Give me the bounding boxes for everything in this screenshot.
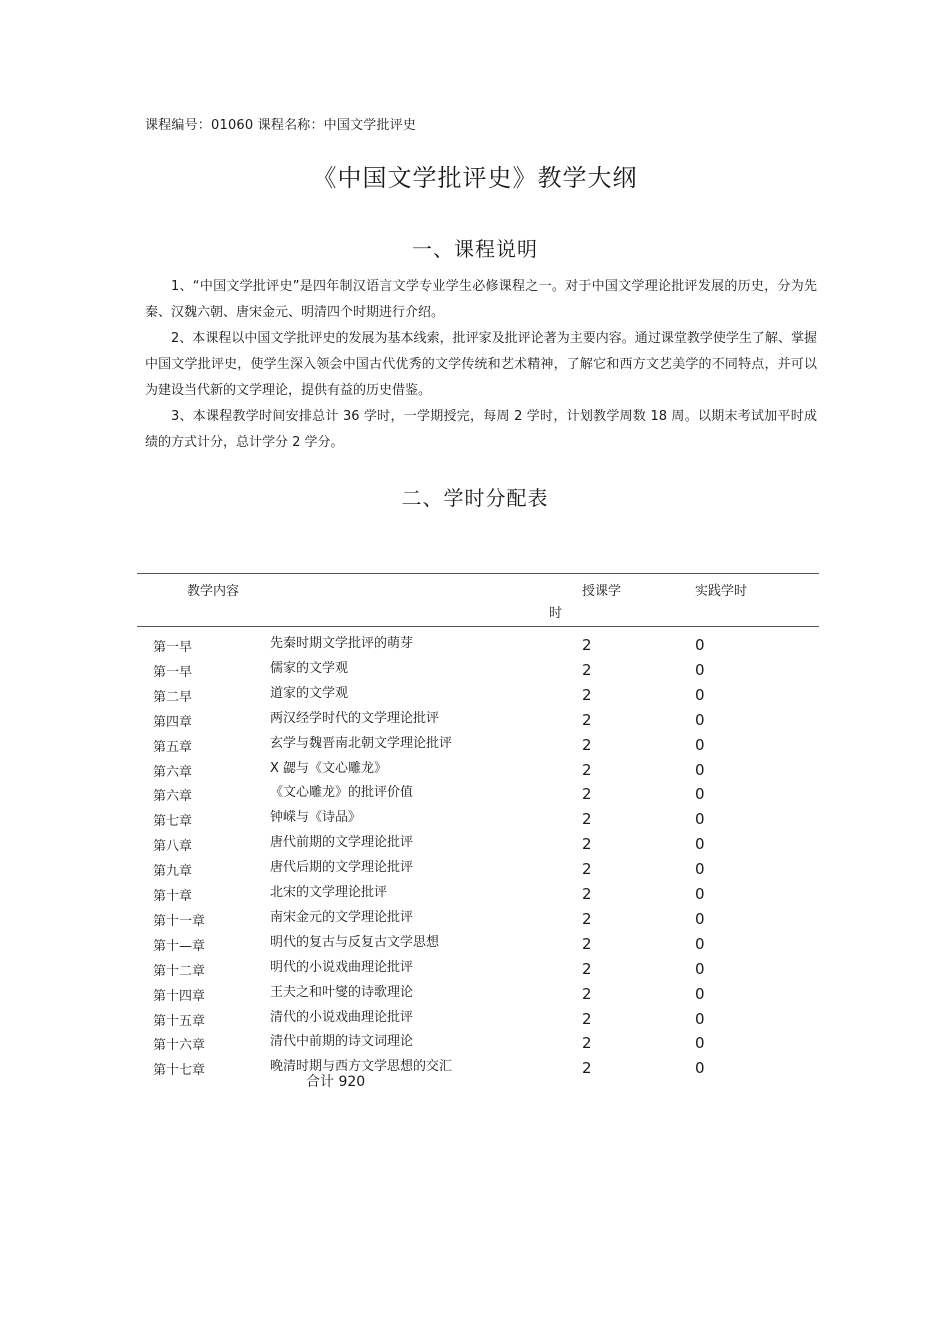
chapter-cell: 第十七章 [153, 1063, 206, 1079]
table-row [137, 956, 819, 980]
header-lecture-hours-cont: 时 [549, 606, 563, 621]
hours-table [137, 573, 819, 1079]
table-row [137, 981, 819, 1005]
chapter-cell: 第二早 [153, 689, 193, 705]
chapter-cell: 第十二章 [153, 963, 206, 979]
topic-cell: 先秦时期文学批评的萌芽 [270, 636, 414, 651]
chapter-cell: 第六章 [153, 764, 193, 780]
practice-hours-cell: 0 [695, 934, 705, 953]
topic-cell: 道家的文学观 [270, 685, 349, 701]
table-row [137, 906, 819, 930]
table-row [137, 781, 819, 805]
chapter-cell: 第八章 [153, 839, 193, 855]
lecture-hours-cell: 2 [582, 1034, 592, 1053]
lecture-hours-cell: 2 [582, 710, 592, 729]
topic-cell: 晚清时期与西方文学思想的交汇 [270, 1059, 453, 1075]
chapter-cell: 第十一章 [153, 913, 206, 929]
chapter-cell: 第四章 [153, 714, 193, 730]
header-content: 教学内容 [187, 584, 240, 599]
table-row [137, 1006, 819, 1030]
practice-hours-cell: 0 [695, 1034, 705, 1053]
practice-hours-cell: 0 [695, 885, 705, 903]
header-practice-hours: 实践学时 [695, 584, 748, 599]
course-meta: 课程编号：01060 课程名称：中国文学批评史 [145, 118, 417, 133]
practice-hours-cell: 0 [695, 984, 705, 1003]
section-heading-course-description: 一、课程说明 [412, 237, 538, 261]
chapter-cell: 第七章 [153, 814, 193, 830]
table-row [137, 831, 819, 855]
practice-hours-cell: 0 [695, 835, 705, 854]
lecture-hours-cell: 2 [582, 785, 592, 804]
table-header [137, 573, 819, 627]
course-description [145, 274, 817, 456]
practice-hours-cell: 0 [695, 810, 705, 829]
chapter-cell: 第十—章 [153, 938, 206, 954]
topic-cell: 《文心雕龙》的批评价值 [270, 785, 414, 801]
practice-hours-cell: 0 [695, 909, 705, 928]
table-row [137, 682, 819, 706]
topic-cell: 北宋的文学理论批评 [270, 885, 388, 900]
practice-hours-cell: 0 [695, 1009, 705, 1028]
lecture-hours-cell: 2 [582, 810, 592, 829]
chapter-cell: 第十六章 [153, 1038, 206, 1054]
lecture-hours-cell: 2 [582, 909, 592, 928]
lecture-hours-cell: 2 [582, 984, 592, 1003]
paragraph-2: 2、本课程以中国文学批评史的发展为基本线索，批评家及批评论著为主要内容。通过课堂教学使学生了解、掌握中国文学批评史，使学生深入领会中国古代优秀的文学传统和艺术精神，了解它和西方文艺美学的不同特点，并可以为建设当代新的文学理论，提供有益的历史借鉴。 [145, 331, 817, 398]
table-row [137, 1055, 819, 1079]
topic-cell: X 勰与《文心雕龙》 [270, 760, 388, 776]
lecture-hours-cell: 2 [582, 860, 592, 879]
practice-hours-cell: 0 [695, 1059, 705, 1078]
chapter-cell: 第十四章 [153, 988, 206, 1004]
lecture-hours-cell: 2 [582, 959, 592, 978]
table-row [137, 931, 819, 955]
topic-cell: 清代中前期的诗文词理论 [270, 1034, 414, 1050]
practice-hours-cell: 0 [695, 636, 705, 654]
table-row [137, 881, 819, 905]
chapter-cell: 第六章 [153, 789, 193, 805]
section-heading-hours-table: 二、学时分配表 [401, 486, 549, 510]
document-title: 《中国文学批评史》教学大纲 [312, 164, 638, 192]
paragraph-3: 3、本课程教学时间安排总计 36 学时，一学期授完，每周 2 学时，计划教学周数 18 周。以期末考试加平时成绩的方式计分，总计学分 2 学分。 [145, 409, 817, 450]
table-row [137, 806, 819, 830]
topic-cell: 唐代后期的文学理论批评 [270, 860, 414, 876]
practice-hours-cell: 0 [695, 860, 705, 879]
lecture-hours-cell: 2 [582, 885, 592, 903]
topic-cell: 清代的小说戏曲理论批评 [270, 1009, 414, 1025]
paragraph-1: 1、“中国文学批评史”是四年制汉语言文学专业学生必修课程之一。对于中国文学理论批评发展的历史，分为先秦、汉魏六朝、唐宋金元、明清四个时期进行介绍。 [145, 279, 817, 320]
practice-hours-cell: 0 [695, 710, 705, 729]
chapter-cell: 第五章 [153, 739, 193, 755]
table-row [137, 732, 819, 756]
practice-hours-cell: 0 [695, 685, 705, 704]
lecture-hours-cell: 2 [582, 835, 592, 854]
practice-hours-cell: 0 [695, 959, 705, 978]
practice-hours-cell: 0 [695, 760, 705, 779]
topic-cell: 玄学与魏晋南北朝文学理论批评 [270, 735, 453, 751]
topic-cell: 王夫之和叶燮的诗歌理论 [270, 984, 414, 1000]
lecture-hours-cell: 2 [582, 1059, 592, 1078]
header-lecture-hours: 授课学 [582, 584, 622, 599]
practice-hours-cell: 0 [695, 660, 705, 679]
table-row [137, 1030, 819, 1054]
lecture-hours-cell: 2 [582, 636, 592, 654]
topic-cell: 钟嵘与《诗品》 [270, 810, 362, 826]
practice-hours-cell: 0 [695, 785, 705, 804]
topic-cell: 南宋金元的文学理论批评 [270, 909, 414, 925]
table-row [137, 757, 819, 781]
chapter-cell: 第九章 [153, 864, 193, 880]
topic-cell: 儒家的文学观 [270, 660, 349, 676]
lecture-hours-cell: 2 [582, 1009, 592, 1028]
lecture-hours-cell: 2 [582, 660, 592, 679]
chapter-cell: 第一早 [153, 640, 193, 655]
lecture-hours-cell: 2 [582, 760, 592, 779]
table-row [137, 707, 819, 731]
table-total: 合计 920 [306, 1074, 366, 1090]
lecture-hours-cell: 2 [582, 735, 592, 754]
topic-cell: 明代的复古与反复古文学思想 [270, 934, 440, 950]
lecture-hours-cell: 2 [582, 685, 592, 704]
topic-cell: 明代的小说戏曲理论批评 [270, 959, 414, 975]
chapter-cell: 第十章 [153, 889, 193, 904]
table-row [137, 632, 819, 656]
table-row [137, 657, 819, 681]
chapter-cell: 第一早 [153, 664, 193, 680]
chapter-cell: 第十五章 [153, 1013, 206, 1029]
lecture-hours-cell: 2 [582, 934, 592, 953]
practice-hours-cell: 0 [695, 735, 705, 754]
topic-cell: 两汉经学时代的文学理论批评 [270, 710, 440, 726]
topic-cell: 唐代前期的文学理论批评 [270, 835, 414, 851]
table-row [137, 856, 819, 880]
